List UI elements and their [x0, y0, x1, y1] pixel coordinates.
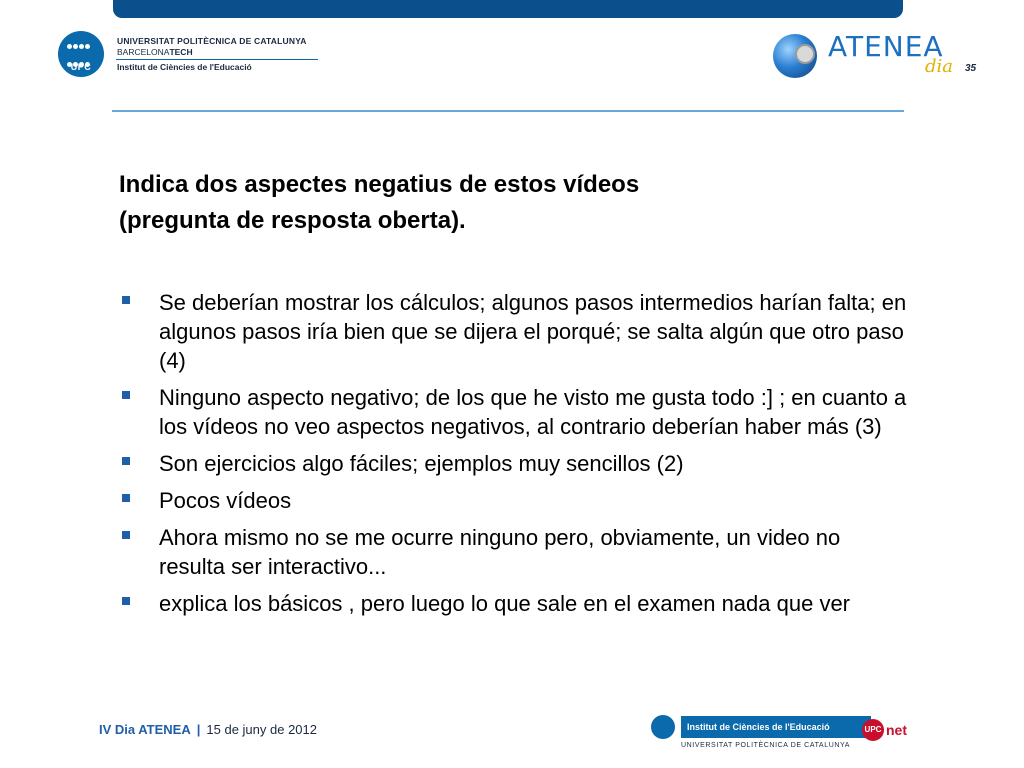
square-bullet-icon: [122, 457, 130, 465]
response-list: [119, 288, 909, 626]
upc-logo: [58, 31, 104, 77]
list-item-text: Ahora mismo no se me ocurre ninguno pero, obviamente, un video no resulta ser interactivo...: [159, 525, 841, 579]
slide-title: [119, 167, 899, 239]
city-prefix: BARCELONA: [117, 47, 170, 57]
slide-title-line1: Indica dos aspectes negatius de estos vídeos: [119, 171, 640, 198]
square-bullet-icon: [122, 391, 130, 399]
list-item: [119, 486, 909, 515]
footer-date: 15 de juny de 2012: [206, 722, 317, 737]
top-banner-bar: [113, 0, 903, 18]
upc-logo-dots: [67, 37, 95, 109]
list-item-text: Son ejercicios algo fáciles; ejemplos muy sencillos (2): [159, 451, 684, 476]
university-city: [117, 47, 193, 58]
list-item-text: Pocos vídeos: [159, 488, 292, 513]
footer-event-name: IV Dia ATENEA: [99, 722, 191, 737]
upc-logo-text: UPC: [70, 62, 92, 72]
list-item: [119, 449, 909, 478]
ice-footer-sublabel: UNIVERSITAT POLITÈCNICA DE CATALUNYA: [681, 742, 851, 749]
slide-title-line2: (pregunta de resposta oberta).: [119, 207, 466, 234]
footer-event-info: [99, 722, 317, 737]
square-bullet-icon: [122, 597, 130, 605]
upcnet-ball-icon: UPC: [862, 719, 884, 741]
university-name: UNIVERSITAT POLITÈCNICA DE CATALUNYA: [117, 36, 307, 46]
list-item: [119, 288, 909, 375]
square-bullet-icon: [122, 531, 130, 539]
logo-divider: [116, 59, 318, 60]
upc-badge-icon: [651, 715, 675, 739]
list-item-text: Se deberían mostrar los cálculos; algunos pasos intermedios harían falta; en algunos pasos iría bien que se dijera el porqué; se salta algún que otro paso (4): [159, 290, 907, 373]
list-item-text: explica los básicos , pero luego lo que sale en el examen nada que ver: [159, 591, 851, 616]
atenea-globe-icon: [773, 34, 817, 78]
atenea-logo-dia: dia: [925, 56, 954, 77]
list-item: [119, 383, 909, 441]
square-bullet-icon: [122, 494, 130, 502]
footer-separator: |: [196, 722, 201, 737]
upcnet-word: net: [886, 722, 907, 738]
list-item-text: Ninguno aspecto negativo; de los que he visto me gusta todo :] ; en cuanto a los vídeos no veo aspectos negativos, al contrario deberían haber más (3): [159, 385, 907, 439]
square-bullet-icon: [122, 296, 130, 304]
upcnet-logo: [862, 719, 907, 741]
ice-footer-label: Institut de Ciències de l'Educació: [681, 716, 871, 738]
atenea-logo-word: ATENEA: [828, 30, 944, 63]
list-item: [119, 523, 909, 581]
header-rule: [112, 110, 904, 112]
slide-number: 35: [965, 63, 977, 74]
list-item: [119, 589, 909, 618]
city-suffix: TECH: [169, 47, 193, 57]
institute-name: Institut de Ciències de l'Educació: [117, 62, 252, 72]
